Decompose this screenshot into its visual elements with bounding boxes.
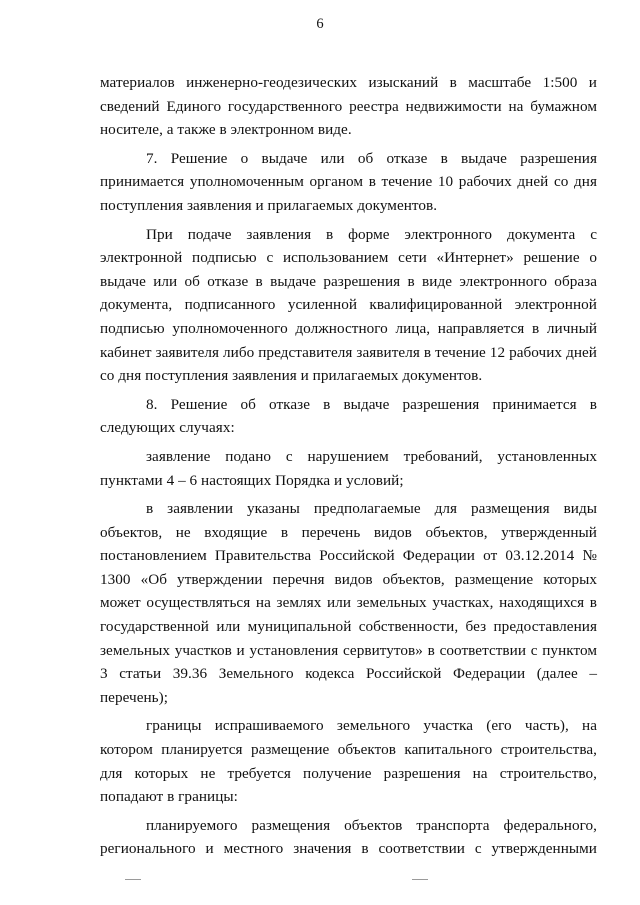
paragraph-continuation: материалов инженерно-геодезических изысканий в масштабе 1:500 и сведений Единого государственного реестра недвижимости на бумажном носителе, а также в электронном виде. bbox=[100, 74, 597, 139]
paragraph-refusal-reason-3: границы испрашиваемого земельного участка (его часть), на котором планируется размещение объектов капитального строительства, для которых не требуется получение разрешения на строительство, попадают в границы: bbox=[100, 717, 597, 806]
paragraph-refusal-reason-2: в заявлении указаны предполагаемые для размещения виды объектов, не входящие в перечень видов объектов, утвержденный постановлением Правительства Российской Федерации от 03.12.2014 № 1300 «Об утверждении перечня видов объектов, размещение которых может осуществляться на землях или земельных участках, находящихся в государственной или муниципальной собственности, без предоставления земельных участков и установления сервитутов» в соответствии с пунктом 3 статьи 39.36 Земельного кодекса Российской Федерации (далее – перечень); bbox=[100, 500, 597, 706]
scan-artifact-left bbox=[125, 879, 141, 880]
paragraph-planned-placement: планируемого размещения объектов транспорта федерального, регионального и местного значения в соответствии с утвержденными bbox=[100, 816, 597, 858]
paragraph-refusal-reason-1: заявление подано с нарушением требований, установленных пунктами 4 – 6 настоящих Порядка и условий; bbox=[100, 447, 597, 489]
page-number: 6 bbox=[316, 16, 324, 32]
paragraph-item-7: 7. Решение о выдаче или об отказе в выдаче разрешения принимается уполномоченным органом в течение 10 рабочих дней со дня поступления заявления и прилагаемых документов. bbox=[100, 149, 597, 214]
paragraph-electronic-submission: При подаче заявления в форме электронного документа с электронной подписью с использованием сети «Интернет» решение о выдаче или об отказе в выдаче разрешения в виде электронного образа документа, подписанного усиленной квалифицированной электронной подписью уполномоченного должностного лица, направляется в личный кабинет заявителя либо представителя заявителя в течение 12 рабочих дней со дня поступления заявления и прилагаемых документов. bbox=[100, 225, 597, 385]
paragraph-item-8: 8. Решение об отказе в выдаче разрешения принимается в следующих случаях: bbox=[100, 395, 597, 437]
document-body bbox=[100, 71, 597, 861]
scan-artifact-right bbox=[412, 879, 428, 880]
